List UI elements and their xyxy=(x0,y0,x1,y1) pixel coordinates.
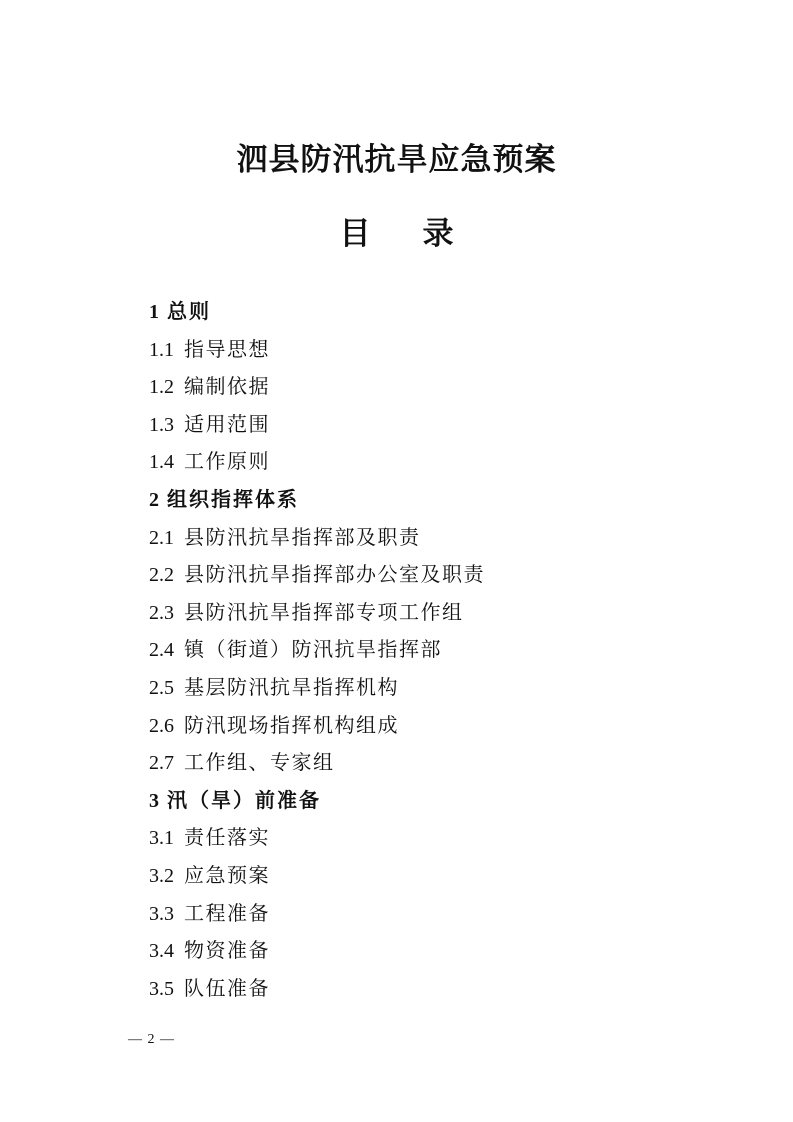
toc-item-text: 应急预案 xyxy=(184,862,270,887)
toc-section-3-5[interactable] xyxy=(149,970,709,1008)
toc-item-text: 防汛现场指挥机构组成 xyxy=(184,712,399,737)
toc-section-1-4[interactable] xyxy=(149,443,709,481)
toc-item-number: 2 xyxy=(149,488,159,511)
toc-item-number: 2.7 xyxy=(149,752,174,775)
table-of-contents xyxy=(149,293,709,1007)
toc-item-text: 工作组、专家组 xyxy=(184,750,335,775)
toc-section-3-1[interactable] xyxy=(149,819,709,857)
toc-item-number: 2.5 xyxy=(149,676,174,699)
toc-section-3-3[interactable] xyxy=(149,895,709,933)
toc-item-text: 适用范围 xyxy=(184,411,270,436)
toc-item-number: 3.4 xyxy=(149,940,174,963)
toc-section-2-3[interactable] xyxy=(149,594,709,632)
toc-item-text: 编制依据 xyxy=(184,374,270,399)
toc-item-text: 镇（街道）防汛抗旱指挥部 xyxy=(184,637,442,662)
toc-section-2-1[interactable] xyxy=(149,519,709,557)
toc-section-1-3[interactable] xyxy=(149,406,709,444)
toc-item-number: 2.4 xyxy=(149,639,174,662)
toc-section-1-1[interactable] xyxy=(149,331,709,369)
toc-item-number: 3.3 xyxy=(149,902,174,925)
toc-item-text: 县防汛抗旱指挥部办公室及职责 xyxy=(184,562,485,587)
toc-section-2-6[interactable] xyxy=(149,707,709,745)
page-number: — 2 — xyxy=(128,1032,175,1047)
toc-item-text: 队伍准备 xyxy=(184,975,270,1000)
toc-item-number: 2.6 xyxy=(149,714,174,737)
toc-item-number: 3.5 xyxy=(149,977,174,1000)
toc-item-number: 3.1 xyxy=(149,827,174,850)
toc-item-number: 1.4 xyxy=(149,451,174,474)
toc-section-2-2[interactable] xyxy=(149,556,709,594)
toc-item-text: 工作原则 xyxy=(184,449,270,474)
toc-item-text: 物资准备 xyxy=(184,938,270,963)
toc-item-number: 1.2 xyxy=(149,376,174,399)
toc-item-text: 工程准备 xyxy=(184,900,270,925)
toc-item-text: 指导思想 xyxy=(184,336,270,361)
toc-item-number: 1.1 xyxy=(149,338,174,361)
toc-item-text: 组织指挥体系 xyxy=(167,486,299,511)
toc-item-number: 2.2 xyxy=(149,564,174,587)
toc-item-number: 3 xyxy=(149,789,159,812)
toc-heading-right: 录 xyxy=(422,216,454,252)
toc-item-number: 3.2 xyxy=(149,864,174,887)
toc-section-3-2[interactable] xyxy=(149,857,709,895)
toc-section-3-4[interactable] xyxy=(149,932,709,970)
toc-item-number: 1.3 xyxy=(149,413,174,436)
toc-item-text: 责任落实 xyxy=(184,825,270,850)
toc-section-2-4[interactable] xyxy=(149,631,709,669)
toc-item-text: 汛（旱）前准备 xyxy=(167,787,321,812)
toc-item-number: 1 xyxy=(149,301,159,323)
toc-heading-left: 目 xyxy=(339,216,371,252)
toc-item-number: 2.1 xyxy=(149,526,174,549)
toc-item-text: 县防汛抗旱指挥部专项工作组 xyxy=(184,599,464,624)
toc-section-2-7[interactable] xyxy=(149,744,709,782)
toc-chapter-3[interactable] xyxy=(149,782,709,820)
toc-item-text: 基层防汛抗旱指挥机构 xyxy=(184,674,399,699)
toc-item-text: 总则 xyxy=(167,299,211,323)
document-title: 泗县防汛抗旱应急预案 xyxy=(236,142,557,178)
toc-chapter-1[interactable] xyxy=(149,293,709,331)
toc-section-1-2[interactable] xyxy=(149,368,709,406)
toc-chapter-2[interactable] xyxy=(149,481,709,519)
toc-heading xyxy=(0,212,793,256)
toc-section-2-5[interactable] xyxy=(149,669,709,707)
toc-item-number: 2.3 xyxy=(149,601,174,624)
toc-item-text: 县防汛抗旱指挥部及职责 xyxy=(184,524,421,549)
